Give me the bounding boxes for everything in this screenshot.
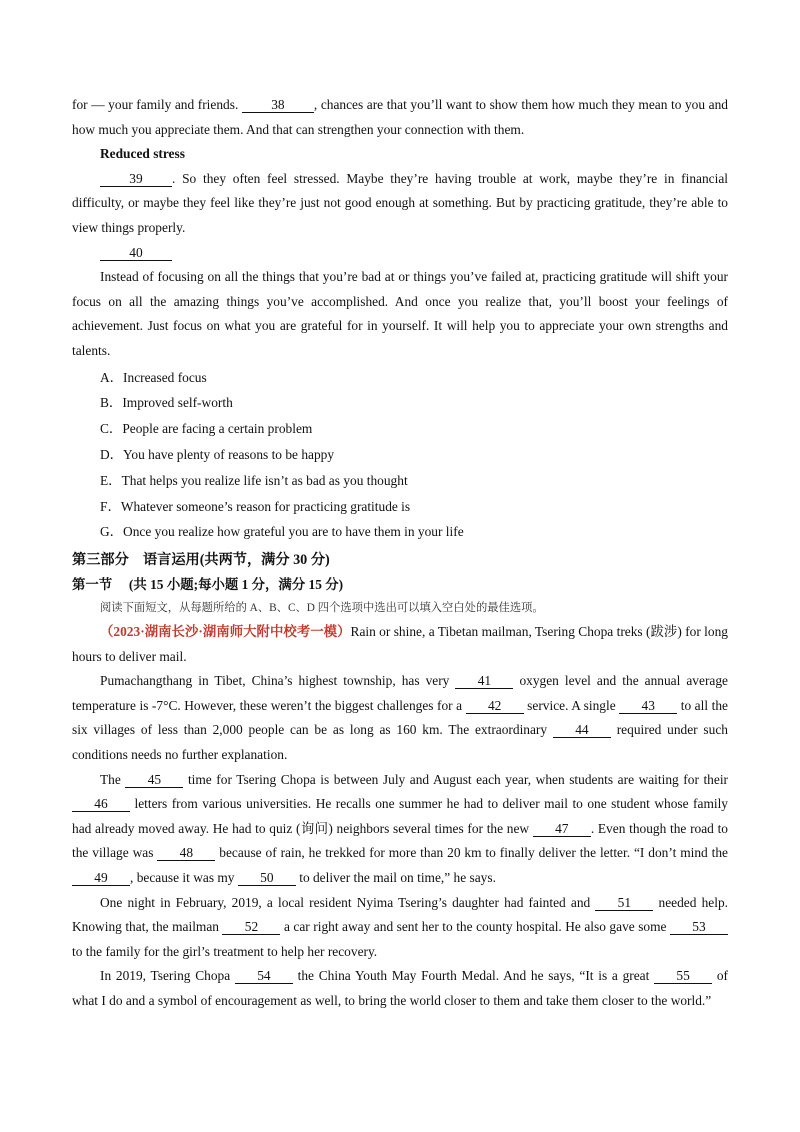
paragraph-40-heading: [72, 241, 728, 266]
paragraph-self-worth: Instead of focusing on all the things that you’re bad at or things you’ve failed at, practicing gratitude will shift your focus on all the amazing things you’ve accomplished. And once you realize that, you’ll boost your feelings of achievement. Just focus on what you are grateful for in yourself. It will help you to appreciate your own strengths and talents.: [72, 269, 728, 358]
passage2-paragraph-3: One night in February, 2019, a local resident Nyima Tsering’s daughter had fainted and 51 needed help. Knowing that, the mailman 52 a car right away and sent her to the county hospital. He also gave some 53 to the family for the girl’s treatment to help her recovery.: [72, 894, 728, 959]
passage2-paragraph-4: In 2019, Tsering Chopa 54 the China Youth May Fourth Medal. And he says, “It is a great 55 of what I do and a symbol of encouragement as well, to bring the world closer to them and take them closer to the world.”: [72, 968, 728, 1009]
option-d: D．You have plenty of reasons to be happy: [100, 446, 335, 462]
instruction-text: 阅读下面短文，从每题所给的 A、B、C、D 四个选项中选出可以填入空白处的最佳选项。: [100, 602, 544, 615]
passage2-paragraph-1: Pumachangthang in Tibet, China’s highest township, has very 41 oxygen level and the annual average temperature is -7°C. However, these weren’t the biggest challenges for a 42 service. A single 43 to all the six villages of less than 2,000 people can be as long as 160 km. The extraordinary 44 required under such conditions needs no further explanation.: [72, 673, 728, 763]
blank-54: 54: [235, 968, 293, 984]
blank-44: 44: [553, 722, 611, 738]
blank-39: 39: [100, 171, 172, 187]
blank-49: 49: [72, 870, 130, 886]
option-c: C．People are facing a certain problem: [100, 421, 313, 437]
blank-48: 48: [157, 845, 215, 861]
paragraph-38: for — your family and friends. 38 , chances are that you’ll want to show them how much they mean to you and how much you appreciate them. And that can strengthen your connection with them.: [72, 97, 728, 137]
blank-47: 47: [533, 821, 591, 837]
blank-43: 43: [619, 698, 677, 714]
blank-50: 50: [238, 870, 296, 886]
blank-41: 41: [455, 673, 513, 689]
blank-55: 55: [654, 968, 712, 984]
subsection-title: 第一节 (共 15 小题;每小题 1 分，满分 15 分): [72, 577, 344, 593]
option-g: G．Once you realize how grateful you are to have them in your life: [100, 524, 464, 540]
passage2-intro: （2023·湖南长沙·湖南师大附中校考一模）Rain or shine, a Tibetan mailman, Tsering Chopa treks (跋涉) for long hours to deliver mail.: [72, 624, 728, 664]
blank-42: 42: [466, 698, 524, 714]
blank-45: 45: [125, 772, 183, 788]
options-list: [72, 365, 728, 546]
document-page: [72, 93, 728, 1014]
blank-53: 53: [670, 919, 728, 935]
option-e: E．That helps you realize life isn’t as bad as you thought: [100, 472, 408, 488]
blank-51: 51: [595, 895, 653, 911]
paragraph-39: 39 . So they often feel stressed. Maybe they’re having trouble at work, maybe they’re in financial difficulty, or maybe they feel like they’re just not good enough at something. But by practicing gratitude, they’re able to view things properly.: [72, 170, 728, 235]
heading-reduced-stress: Reduced stress: [100, 146, 185, 162]
blank-46: 46: [72, 796, 130, 812]
passage2-paragraph-2: The 45 time for Tsering Chopa is between July and August each year, when students are waiting for their 46 letters from various universities. He recalls one summer he had to deliver mail to one student whose family had already moved away. He had to quiz (询问) neighbors several times for the new 47 . Even though the road to the village was 48 because of rain, he trekked for more than 20 km to finally deliver the letter. “I don’t mind the 49 , because it was my 50 to deliver the mail on time,” he says.: [72, 771, 729, 886]
option-f: F．Whatever someone’s reason for practicing gratitude is: [100, 498, 411, 514]
option-b: B．Improved self-worth: [100, 395, 233, 411]
blank-38: 38: [242, 97, 314, 113]
blank-40: 40: [100, 245, 172, 261]
source-label: （2023·湖南长沙·湖南师大附中校考一模）: [100, 624, 351, 640]
blank-52: 52: [222, 919, 280, 935]
section-title: 第三部分 语言运用(共两节，满分 30 分): [72, 552, 330, 569]
option-a: A．Increased focus: [100, 369, 207, 385]
